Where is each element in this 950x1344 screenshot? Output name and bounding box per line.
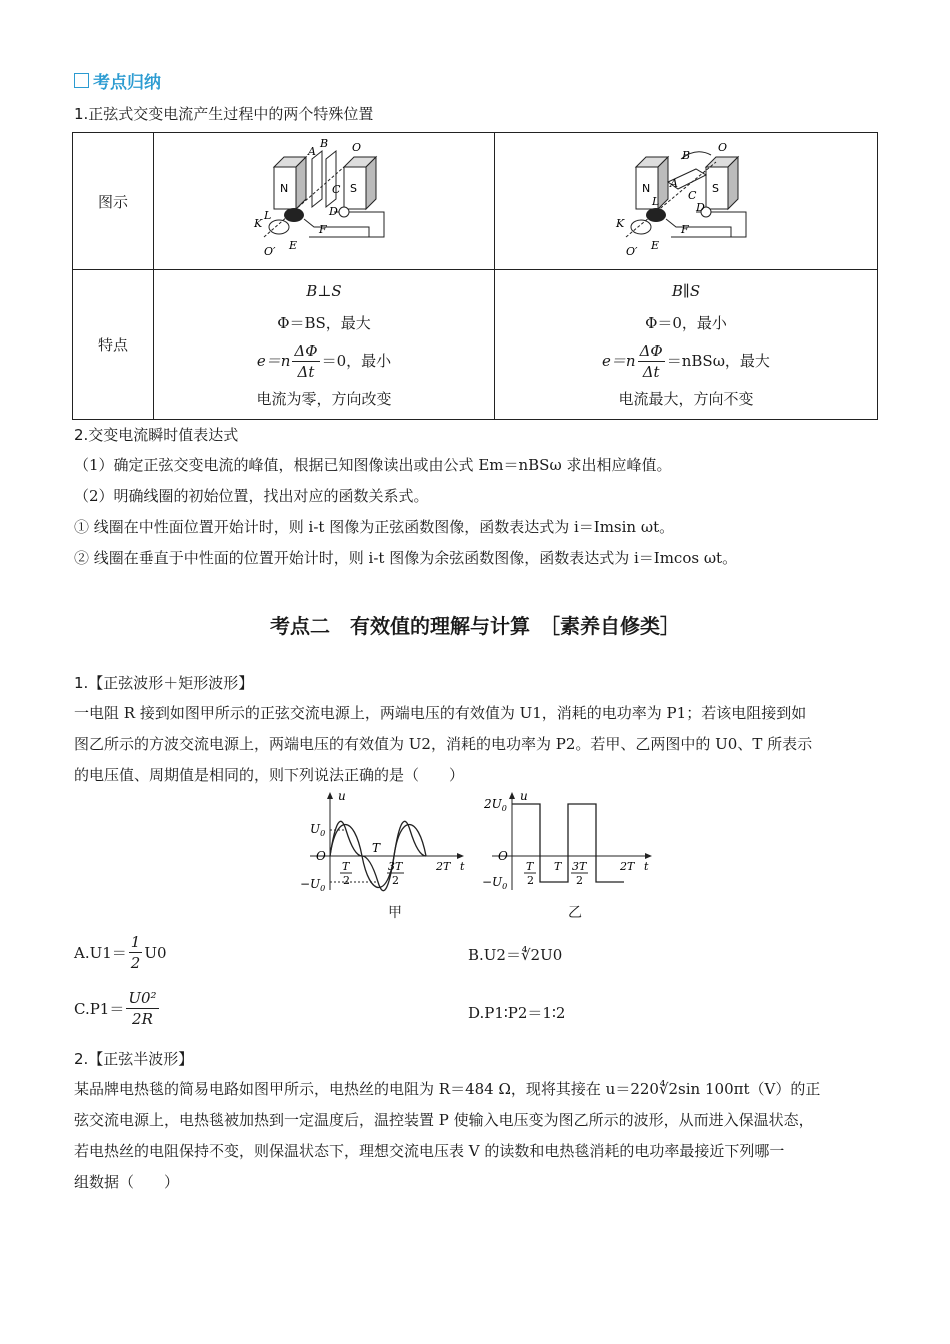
svg-text:A: A (308, 144, 316, 158)
svg-text:t: t (644, 860, 649, 873)
col2-fraction (638, 341, 665, 382)
option-c[interactable] (74, 988, 161, 1029)
caption-jia: 甲 (388, 905, 402, 921)
svg-text:F: F (681, 222, 689, 236)
col2-line1: B∥S (671, 281, 701, 300)
svg-text:B: B (320, 136, 329, 150)
svg-text:2: 2 (527, 874, 534, 887)
item2-title: 2.交变电流瞬时值表达式 (74, 426, 239, 444)
option-d[interactable]: D.P1∶P2＝1∶2 (468, 1004, 566, 1022)
svg-text:K: K (254, 216, 263, 230)
row-label-feature: 特点 (73, 270, 154, 420)
col2-line3-suffix: ＝nBSω，最大 (666, 351, 770, 370)
col1-line4: 电流为零，方向改变 (256, 389, 392, 408)
caption-yi: 乙 (568, 905, 582, 921)
svg-text:U0: $U_0$ (310, 822, 326, 838)
svg-text:L: L (264, 208, 272, 222)
col2-line4: 电流最大，方向不变 (618, 389, 754, 408)
svg-text:L: L (652, 194, 660, 208)
svg-text:O: O (718, 140, 728, 154)
svg-text:O: O (316, 849, 326, 863)
col1-fraction (292, 341, 319, 382)
q1-line2: 图乙所示的方波交流电源上，两端电压的有效值为 U2，消耗的电功率为 P2。若甲、乙两图中的 U0、T 所表示 (74, 735, 813, 753)
item2-p3: ① 线圈在中性面位置开始计时，则 i-t 图像为正弦函数图像，函数表达式为 i＝Imsin ωt。 (74, 518, 675, 536)
option-b[interactable]: B.U2＝∜2U0 (468, 946, 563, 964)
col1-line3-suffix: ＝0，最小 (321, 351, 392, 370)
feature-cell-parallel (495, 270, 878, 420)
option-c-label: C.P1＝ (74, 1000, 125, 1018)
svg-text:2: 2 (576, 874, 583, 887)
svg-text:T: T (554, 860, 562, 873)
svg-text:E: E (651, 238, 660, 252)
svg-text:t: t (460, 860, 465, 873)
item2-p4: ② 线圈在垂直于中性面的位置开始计时，则 i-t 图像为余弦函数图像，函数表达式为 i＝Imcos ωt。 (74, 549, 738, 567)
svg-text:O′: O′ (264, 244, 276, 258)
section-title-2: 考点二 有效值的理解与计算 ［素养自修类］ (270, 614, 680, 638)
col1-line1: B⊥S (306, 281, 342, 300)
item1-title: 1.正弦式交变电流产生过程中的两个特殊位置 (74, 105, 374, 123)
svg-text:S: S (350, 181, 357, 195)
item2-p1: （1）确定正弦交变电流的峰值，根据已知图像读出或由公式 Em＝nBSω 求出相应峰值。 (74, 456, 672, 474)
svg-text:D: D (329, 204, 338, 218)
q2-title: 2.【正弦半波形】 (74, 1050, 194, 1068)
col1-line3 (155, 339, 493, 383)
col1-line3-prefix: e＝n (256, 351, 291, 370)
svg-text:N: N (642, 181, 651, 195)
generator-figure-neutral (224, 137, 424, 262)
col2-line3 (496, 339, 876, 383)
svg-text:F: F (319, 222, 327, 236)
row-label-figure: 图示 (73, 133, 154, 270)
svg-text:T: T (526, 860, 534, 873)
section-header-text: 考点归纳 (93, 73, 161, 93)
svg-text:E: E (289, 238, 298, 252)
option-a-num: 1 (130, 933, 141, 951)
feature-cell-neutral (154, 270, 495, 420)
svg-text:B: B (682, 148, 691, 162)
q2-line1: 某品牌电热毯的简易电路如图甲所示，电热丝的电阻为 R＝484 Ω，现将其接在 u＝220∜2sin 100πt（V）的正 (74, 1080, 821, 1098)
svg-text:−U0: $-U_0$ (482, 875, 508, 891)
svg-text:O: O (352, 140, 362, 154)
col2-line3-prefix: e＝n (602, 351, 636, 370)
svg-text:K: K (616, 216, 625, 230)
option-c-num: U0² (128, 989, 157, 1007)
svg-text:O′: O′ (626, 244, 638, 258)
q1-line3: 的电压值、周期值是相同的，则下列说法正确的是（ ） (74, 766, 465, 784)
option-c-fraction (126, 988, 158, 1029)
q2-line2: 弦交流电源上，电热毯被加热到一定温度后，温控装置 P 使输入电压变为图乙所示的波形，从而进入保温状态， (74, 1111, 814, 1129)
checkbox-square-icon (74, 73, 89, 88)
generator-figure-parallel (586, 137, 786, 262)
svg-text:D: D (696, 200, 705, 214)
figure-cell-parallel (495, 133, 878, 270)
option-a-label: A.U1＝ (74, 944, 127, 962)
col1-frac-den: Δt (297, 363, 315, 381)
option-c-den: 2R (132, 1010, 153, 1028)
col1-frac-num: ΔΦ (294, 342, 318, 360)
col2-frac-den: Δt (642, 363, 660, 381)
svg-text:2: 2 (343, 874, 350, 887)
q1-line1: 一电阻 R 接到如图甲所示的正弦交流电源上，两端电压的有效值为 U1，消耗的电功率为 P1；若该电阻接到如 (74, 704, 807, 722)
item2-p2: （2）明确线圈的初始位置，找出对应的函数关系式。 (74, 487, 429, 505)
svg-text:A: A (670, 176, 678, 190)
q1-title: 1.【正弦波形＋矩形波形】 (74, 674, 254, 692)
option-a[interactable] (74, 932, 167, 973)
svg-text:3T: 3T (388, 860, 403, 873)
figure-cell-neutral (154, 133, 495, 270)
figure-yi-square-wave (482, 790, 657, 900)
section-header (74, 68, 161, 93)
svg-text:2U0: $2U_0$ (484, 797, 507, 813)
svg-text:O: O (498, 849, 508, 863)
svg-text:T: T (342, 860, 350, 873)
figure-jia-sine-wave (300, 790, 470, 900)
col2-line2: Φ＝0，最小 (645, 313, 727, 332)
svg-text:2: 2 (392, 874, 399, 887)
svg-text:S: S (712, 181, 719, 195)
svg-text:T: T (372, 841, 381, 855)
q2-line4: 组数据（ ） (74, 1173, 180, 1191)
svg-text:3T: 3T (572, 860, 587, 873)
col2-frac-num: ΔΦ (639, 342, 663, 360)
option-a-tail: U0 (144, 943, 167, 962)
option-a-den: 2 (130, 954, 141, 972)
svg-text:u: u (520, 790, 528, 803)
svg-text:C: C (688, 188, 697, 202)
svg-text:C: C (332, 182, 341, 196)
col1-line2: Φ＝BS，最大 (277, 313, 371, 332)
svg-text:2T: 2T (436, 860, 451, 873)
svg-text:2T: 2T (620, 860, 635, 873)
special-positions-table (72, 132, 878, 420)
svg-text:−U0: $-U_0$ (300, 877, 326, 893)
q2-line3: 若电热丝的电阻保持不变，则保温状态下，理想交流电压表 V 的读数和电热毯消耗的电功率最接近下列哪一 (74, 1142, 785, 1160)
svg-text:u: u (338, 790, 346, 803)
svg-text:N: N (280, 181, 289, 195)
option-a-fraction (129, 932, 143, 973)
